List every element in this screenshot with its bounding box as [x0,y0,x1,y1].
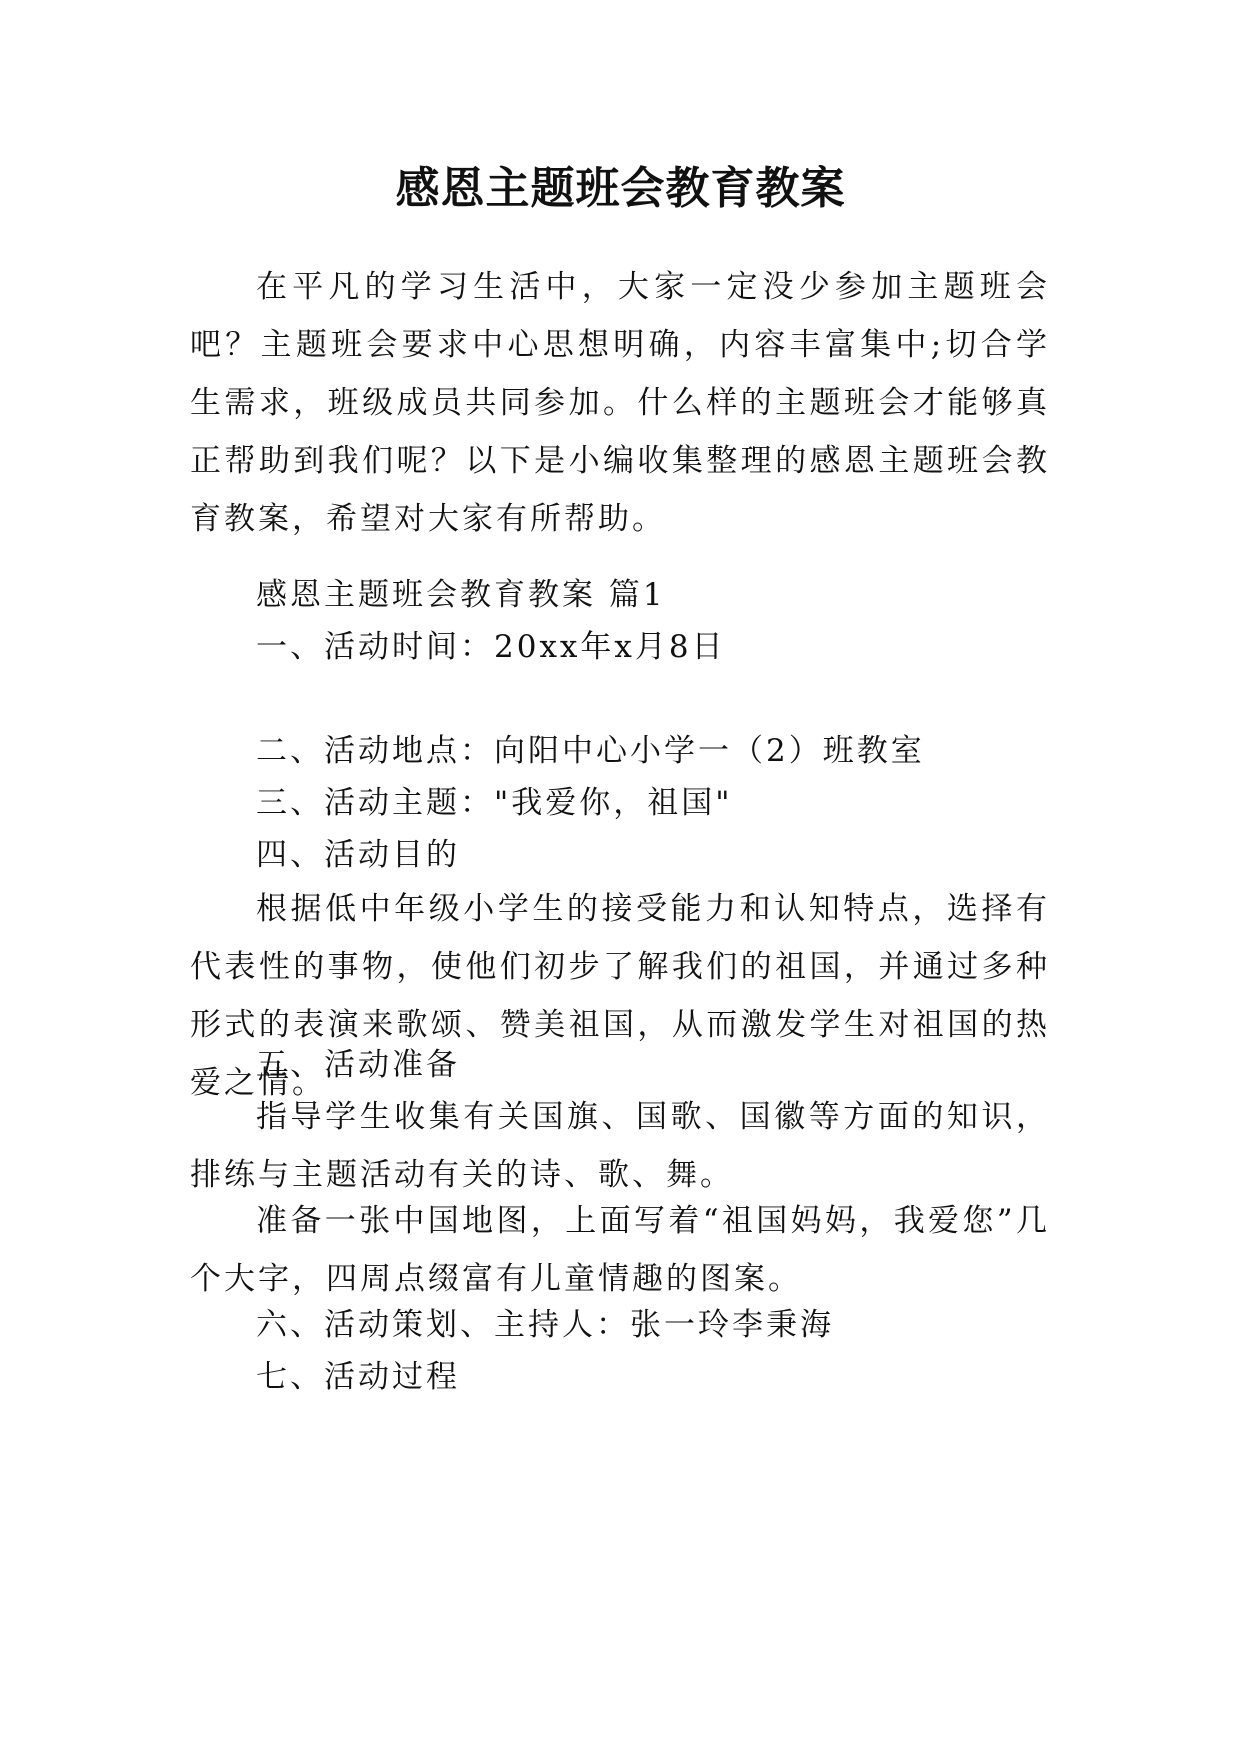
purpose-heading: 四、活动目的 [256,837,460,873]
prep-paragraph-1: 指导学生收集有关国旗、国歌、国徽等方面的知识，排练与主题活动有关的诗、歌、舞。 [190,1099,1050,1193]
prep-heading: 五、活动准备 [256,1047,460,1083]
intro-paragraph: 在平凡的学习生活中，大家一定没少参加主题班会吧？主题班会要求中心思想明确，内容丰富集中;切合学生需求，班级成员共同参加。什么样的主题班会才能够真正帮助到我们呢？以下是小编收集整理的感恩主题班会教育教案，希望对大家有所帮助。 [190,269,1050,537]
prep-paragraph-2: 准备一张中国地图，上面写着“祖国妈妈，我爱您”几个大字，四周点缀富有儿童情趣的图案。 [190,1203,1050,1297]
activity-theme: 三、活动主题："我爱你，祖国" [256,785,733,821]
document-title: 感恩主题班会教育教案 [395,163,846,214]
process-heading: 七、活动过程 [256,1359,460,1395]
purpose-paragraph: 根据低中年级小学生的接受能力和认知特点，选择有代表性的事物，使他们初步了解我们的祖国，并通过多种形式的表演来歌颂、赞美祖国，从而激发学生对祖国的热爱之情。 [190,891,1050,1101]
section-heading: 感恩主题班会教育教案 篇1 [256,577,666,613]
activity-place: 二、活动地点：向阳中心小学一（2）班教室 [256,733,925,769]
activity-time: 一、活动时间：20xx年x月8日 [256,629,726,665]
planner-line: 六、活动策划、主持人：张一玲李秉海 [256,1307,834,1343]
